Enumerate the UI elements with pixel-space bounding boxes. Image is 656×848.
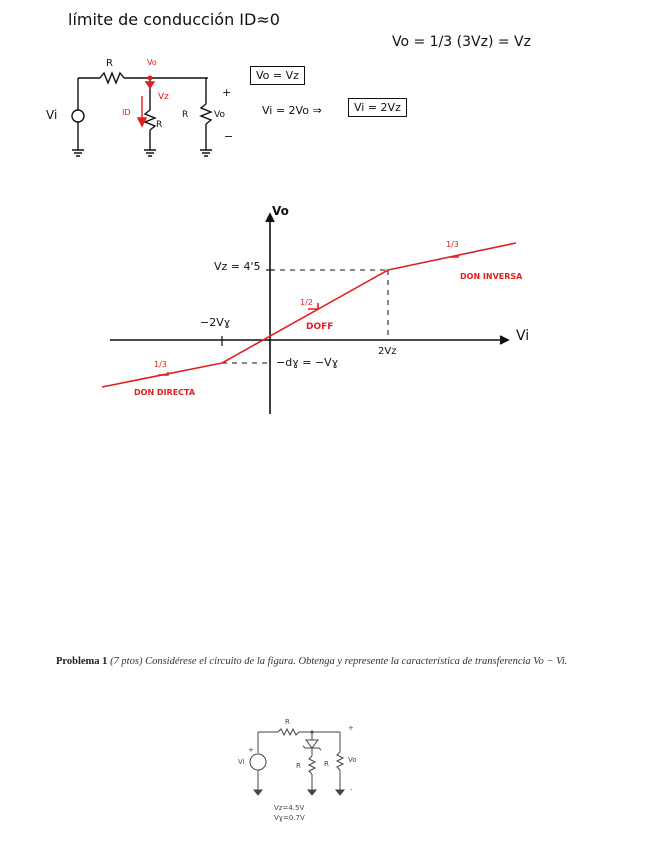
circuit-minus-out: - bbox=[350, 786, 353, 794]
vz-value-label: Vz = 4'5 bbox=[214, 260, 261, 273]
vo-result-box: Vo = Vz bbox=[250, 66, 305, 85]
sketch-vo-node-label: Vo bbox=[147, 58, 157, 67]
region-doff: DOFF bbox=[306, 322, 334, 332]
sketch-r-right-label: R bbox=[182, 110, 189, 120]
sketch-vi-label: Vi bbox=[46, 108, 58, 122]
circuit-vo-label: Vo bbox=[348, 756, 357, 764]
circuit-plus-out: + bbox=[348, 724, 354, 732]
sketch-id-label: ID bbox=[122, 108, 131, 117]
circuit-r-mid-label: R bbox=[296, 762, 301, 770]
slope-right-label: 1/3 bbox=[446, 240, 459, 249]
sketch-r-mid-label: R bbox=[156, 120, 163, 130]
vi-relation: Vi = 2Vo ⇒ bbox=[262, 104, 322, 117]
circuit-r-top-label: R bbox=[285, 718, 290, 726]
x-axis-label: Vi bbox=[516, 328, 530, 344]
region-don-directa: DON DIRECTA bbox=[134, 388, 196, 397]
sketch-vo-out-label: Vo bbox=[214, 110, 225, 120]
circuit-vg-label: Vɣ=0.7V bbox=[274, 814, 305, 822]
region-don-inversa: DON INVERSA bbox=[460, 272, 523, 281]
sketch-r-top-label: R bbox=[106, 58, 113, 69]
sketch-minus: − bbox=[224, 130, 234, 143]
problem-body: Considérese el circuito de la figura. Obtenga y represente la característica de transferencia Vo − Vi. bbox=[145, 656, 568, 667]
slope-mid-label: 1/2 bbox=[300, 298, 313, 307]
neg-vg-label: −dɣ = −Vɣ bbox=[276, 356, 339, 369]
slope-left-label: 1/3 bbox=[154, 360, 167, 369]
circuit-vi-label: Vi bbox=[238, 758, 245, 766]
neg-2vg-label: −2Vɣ bbox=[200, 316, 231, 329]
problem-title: Problema 1 bbox=[56, 656, 108, 667]
sketch-vz-label: Vz bbox=[158, 92, 169, 102]
vo-formula: Vo = 1/3 (3Vz) = Vz bbox=[392, 34, 531, 50]
problem-points: (7 ptos) bbox=[110, 656, 143, 667]
circuit-plus-source: + bbox=[248, 746, 254, 754]
y-axis-label: Vo bbox=[272, 204, 289, 218]
two-vz-label: 2Vz bbox=[378, 346, 397, 357]
vi-result-box: Vi = 2Vz bbox=[348, 98, 407, 117]
sketch-plus: + bbox=[222, 86, 232, 99]
circuit-vz-label: Vz=4.5V bbox=[274, 804, 305, 812]
circuit-r-right-label: R bbox=[324, 760, 329, 768]
notes-heading: límite de conducción ID≈0 bbox=[68, 10, 280, 29]
